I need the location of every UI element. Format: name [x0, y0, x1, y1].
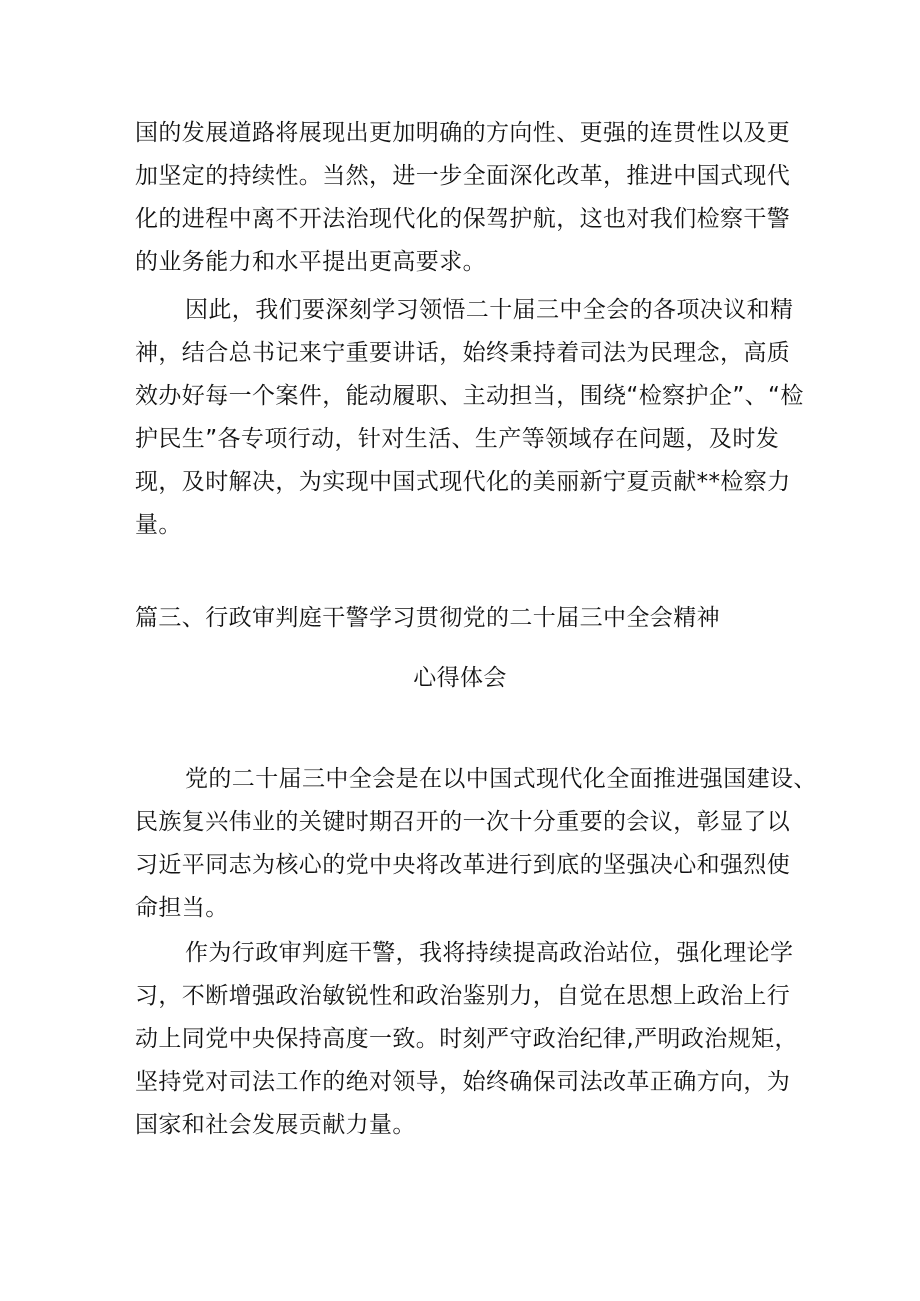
paragraph-line: 效办好每一个案件，能动履职、主动担当，围绕“检察护企”、“检: [135, 383, 804, 409]
paragraph-line: 国家和社会发展贡献力量。: [135, 1112, 416, 1138]
paragraph-line: 护民生”各专项行动，针对生活、生产等领域存在问题，及时发: [135, 426, 780, 452]
paragraph-line: 作为行政审判庭干警，我将持续提高政治站位，强化理论学: [185, 940, 794, 966]
paragraph-1: [135, 112, 791, 284]
paragraph-line: 习近平同志为核心的党中央将改革进行到底的坚强决心和强烈使: [135, 852, 791, 878]
paragraph-line: 因此，我们要深刻学习领悟二十届三中全会的各项决议和精: [185, 297, 794, 323]
paragraph-line: 的业务能力和水平提出更高要求。: [135, 249, 486, 275]
paragraph-line: 党的二十届三中全会是在以中国式现代化全面推进强国建设、: [185, 766, 817, 792]
paragraph-4: [135, 932, 798, 1147]
paragraph-line: 神，结合总书记来宁重要讲话，始终秉持着司法为民理念，高质: [135, 340, 791, 366]
section-title: 篇三、行政审判庭干警学习贯彻党的二十届三中全会精神: [135, 605, 720, 631]
paragraph-line: 动上同党中央保持高度一致。时刻严守政治纪律,严明政治规矩，: [135, 1026, 798, 1052]
paragraph-line: 加坚定的持续性。当然，进一步全面深化改革，推进中国式现代: [135, 163, 791, 189]
paragraph-line: 习，不断增强政治敏锐性和政治鉴别力，自觉在思想上政治上行: [135, 983, 791, 1009]
paragraph-2: [135, 289, 804, 547]
section-subtitle: 心得体会: [413, 665, 507, 691]
paragraph-line: 民族复兴伟业的关键时期召开的一次十分重要的会议，彰显了以: [135, 809, 791, 835]
paragraph-line: 坚持党对司法工作的绝对领导，始终确保司法改革正确方向，为: [135, 1069, 791, 1095]
paragraph-line: 化的进程中离不开法治现代化的保驾护航，这也对我们检察干警: [135, 206, 791, 232]
paragraph-line: 国的发展道路将展现出更加明确的方向性、更强的连贯性以及更: [135, 120, 791, 146]
paragraph-line: 量。: [135, 512, 182, 538]
paragraph-line: 现，及时解决，为实现中国式现代化的美丽新宁夏贡献**检察力: [135, 469, 791, 495]
paragraph-line: 命担当。: [135, 895, 229, 921]
paragraph-3: [135, 758, 817, 930]
